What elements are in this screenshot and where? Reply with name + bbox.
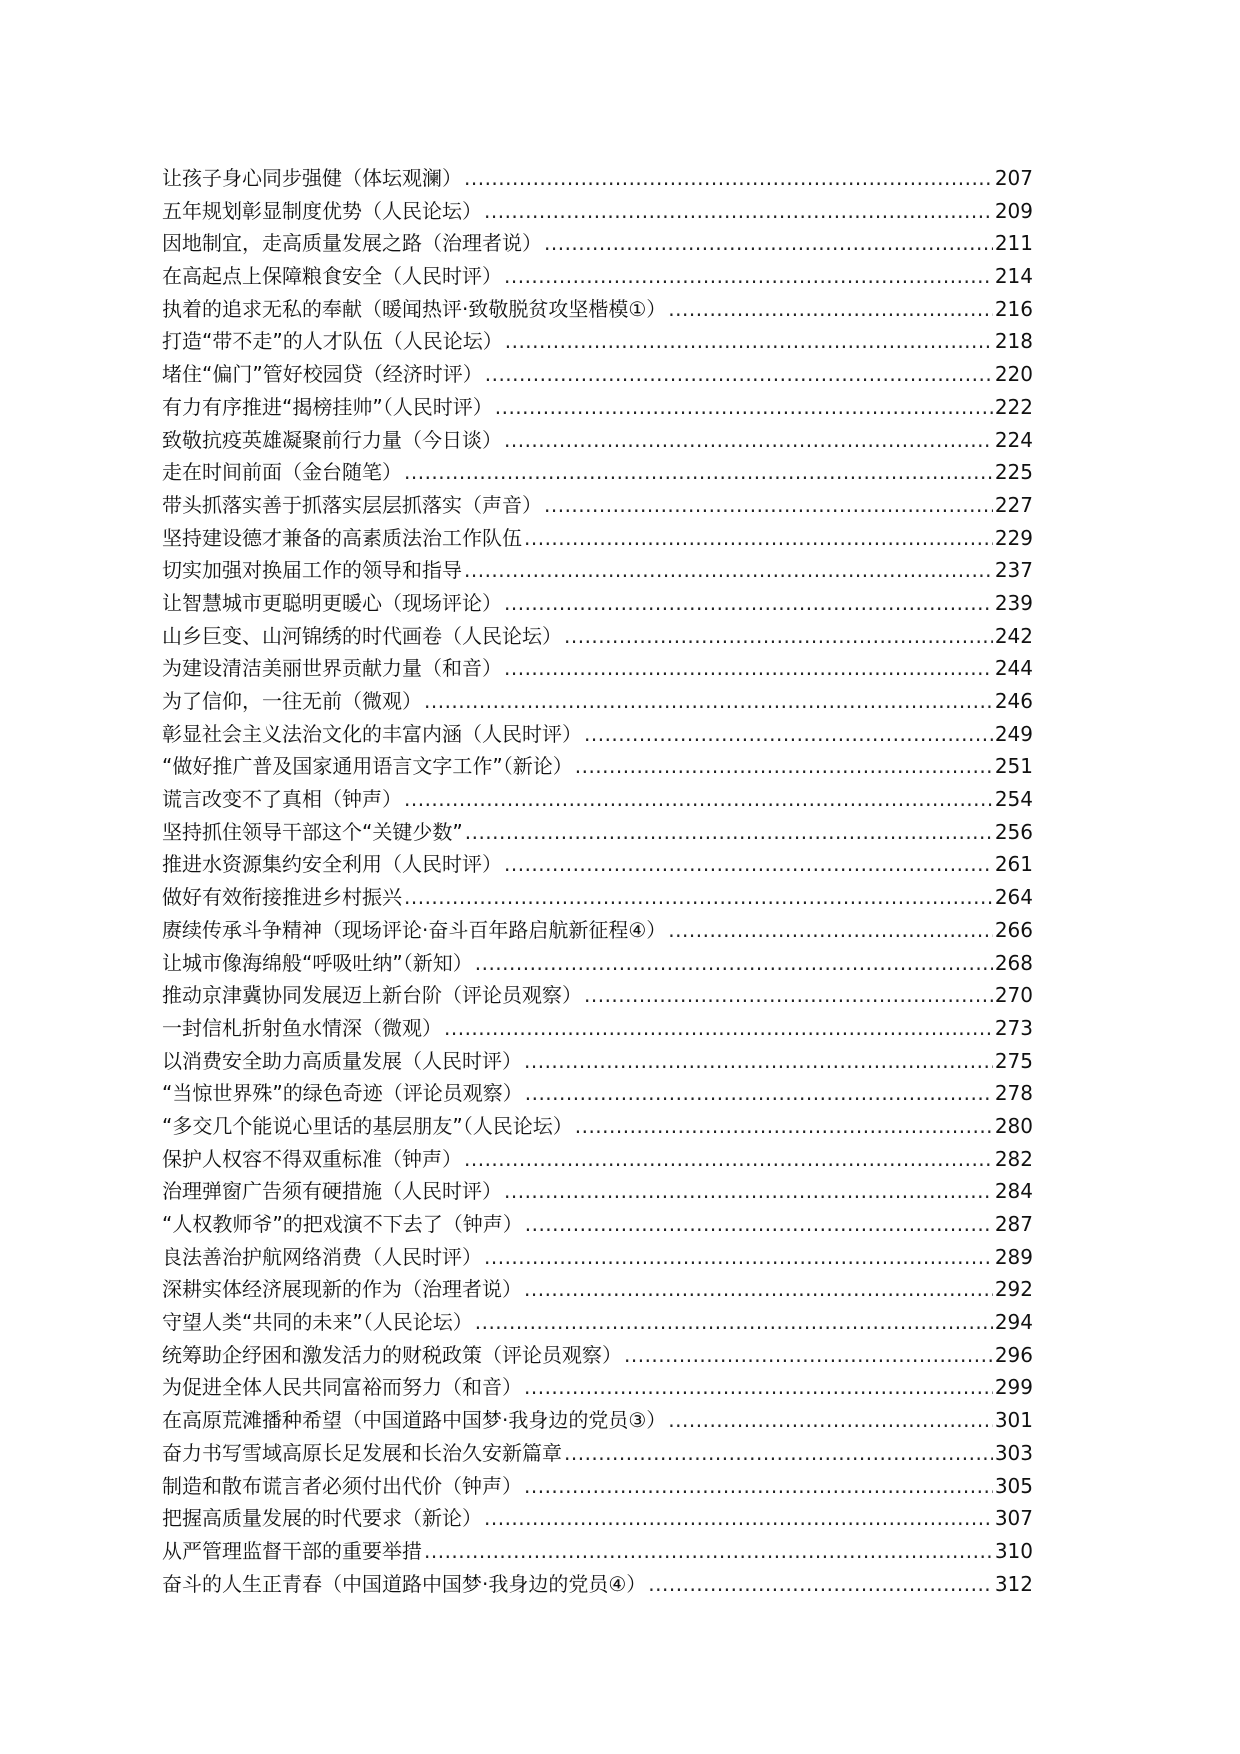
toc-entry-title: 推动京津冀协同发展迈上新台阶（评论员观察） xyxy=(162,983,582,1008)
toc-entry[interactable] xyxy=(162,848,1033,881)
toc-entry-title: 切实加强对换届工作的领导和指导 xyxy=(162,558,462,583)
dot-leader xyxy=(495,391,993,424)
toc-entry-page: 261 xyxy=(994,852,1033,877)
toc-entry-page: 211 xyxy=(994,231,1033,256)
dot-leader xyxy=(668,293,993,326)
toc-entry-title: 一封信札折射鱼水情深（微观） xyxy=(162,1015,442,1040)
toc-entry-page: 251 xyxy=(994,754,1033,779)
toc-entry-page: 237 xyxy=(994,558,1033,583)
toc-entry[interactable] xyxy=(162,195,1033,228)
dot-leader xyxy=(444,1012,993,1045)
dot-leader xyxy=(475,947,993,980)
toc-entry-title: 带头抓落实善于抓落实层层抓落实（声音） xyxy=(162,492,542,517)
toc-entry-title: 打造“带不走”的人才队伍（人民论坛） xyxy=(162,329,503,354)
toc-entry-title: 从严管理监督干部的重要举措 xyxy=(162,1538,422,1563)
toc-entry-page: 301 xyxy=(994,1408,1033,1433)
toc-entry[interactable] xyxy=(162,1437,1033,1470)
toc-entry-title: 守望人类“共同的未来”（人民论坛） xyxy=(162,1310,473,1335)
toc-entry-page: 216 xyxy=(994,296,1033,321)
dot-leader xyxy=(484,1241,993,1274)
toc-entry-title: 让城市像海绵般“呼吸吐纳”（新知） xyxy=(162,950,473,975)
dot-leader xyxy=(475,1306,993,1339)
toc-entry[interactable] xyxy=(162,260,1033,293)
dot-leader xyxy=(504,848,993,881)
dot-leader xyxy=(465,816,993,849)
dot-leader xyxy=(524,522,993,555)
toc-entry[interactable] xyxy=(162,685,1033,718)
toc-entry-page: 244 xyxy=(994,656,1033,681)
toc-entry[interactable] xyxy=(162,1470,1033,1503)
dot-leader xyxy=(504,260,993,293)
dot-leader xyxy=(544,227,993,260)
toc-entry-title: 因地制宜，走高质量发展之路（治理者说） xyxy=(162,231,542,256)
toc-entry[interactable] xyxy=(162,816,1033,849)
toc-entry-title: 赓续传承斗争精神（现场评论·奋斗百年路启航新征程④） xyxy=(162,917,667,942)
dot-leader xyxy=(544,489,993,522)
toc-entry-title: 致敬抗疫英雄凝聚前行力量（今日谈） xyxy=(162,427,502,452)
dot-leader xyxy=(668,1404,993,1437)
toc-entry-page: 225 xyxy=(994,460,1033,485)
toc-entry-page: 299 xyxy=(994,1375,1033,1400)
toc-entry-title: 有力有序推进“揭榜挂帅”（人民时评） xyxy=(162,394,493,419)
dot-leader xyxy=(524,1371,993,1404)
toc-entry[interactable] xyxy=(162,391,1033,424)
dot-leader xyxy=(504,424,993,457)
toc-entry-title: 做好有效衔接推进乡村振兴 xyxy=(162,885,402,910)
toc-entry[interactable] xyxy=(162,456,1033,489)
toc-entry-page: 270 xyxy=(994,983,1033,1008)
toc-entry-page: 275 xyxy=(994,1048,1033,1073)
toc-entry[interactable] xyxy=(162,914,1033,947)
toc-entry[interactable] xyxy=(162,1012,1033,1045)
toc-entry-title: 彰显社会主义法治文化的丰富内涵（人民时评） xyxy=(162,721,582,746)
dot-leader xyxy=(564,620,993,653)
toc-entry[interactable] xyxy=(162,162,1033,195)
toc-entry-title: 治理弹窗广告须有硬措施（人民时评） xyxy=(162,1179,502,1204)
toc-entry-title: 走在时间前面（金台随笔） xyxy=(162,460,402,485)
toc-entry-page: 222 xyxy=(994,394,1033,419)
toc-entry[interactable] xyxy=(162,1175,1033,1208)
table-of-contents xyxy=(162,162,1033,1600)
toc-entry-page: 264 xyxy=(994,885,1033,910)
toc-entry-page: 249 xyxy=(994,721,1033,746)
dot-leader xyxy=(464,554,993,587)
toc-entry[interactable] xyxy=(162,227,1033,260)
toc-entry-title: “做好推广普及国家通用语言文字工作”（新论） xyxy=(162,754,573,779)
toc-entry-title: 坚持建设德才兼备的高素质法治工作队伍 xyxy=(162,525,522,550)
dot-leader xyxy=(505,325,993,358)
toc-entry[interactable] xyxy=(162,587,1033,620)
dot-leader xyxy=(525,1077,993,1110)
toc-entry-title: 为促进全体人民共同富裕而努力（和音） xyxy=(162,1375,522,1400)
toc-entry[interactable] xyxy=(162,783,1033,816)
toc-entry-title: 执着的追求无私的奉献（暖闻热评·致敬脱贫攻坚楷模①） xyxy=(162,296,667,321)
toc-entry-page: 278 xyxy=(994,1081,1033,1106)
dot-leader xyxy=(564,1437,993,1470)
toc-entry-page: 303 xyxy=(994,1440,1033,1465)
toc-entry-title: 良法善治护航网络消费（人民时评） xyxy=(162,1244,482,1269)
toc-entry-title: “当惊世界殊”的绿色奇迹（评论员观察） xyxy=(162,1081,523,1106)
toc-entry-title: 以消费安全助力高质量发展（人民时评） xyxy=(162,1048,522,1073)
toc-entry[interactable] xyxy=(162,1535,1033,1568)
toc-entry-page: 273 xyxy=(994,1015,1033,1040)
dot-leader xyxy=(464,162,993,195)
toc-entry[interactable] xyxy=(162,489,1033,522)
toc-entry[interactable] xyxy=(162,522,1033,555)
toc-entry-page: 220 xyxy=(994,362,1033,387)
dot-leader xyxy=(484,1502,993,1535)
toc-entry-title: 谎言改变不了真相（钟声） xyxy=(162,787,402,812)
dot-leader xyxy=(668,914,993,947)
toc-entry[interactable] xyxy=(162,1077,1033,1110)
dot-leader xyxy=(504,587,993,620)
toc-entry-title: 为建设清洁美丽世界贡献力量（和音） xyxy=(162,656,502,681)
toc-entry[interactable] xyxy=(162,652,1033,685)
toc-entry[interactable] xyxy=(162,1273,1033,1306)
dot-leader xyxy=(584,718,993,751)
toc-entry-page: 292 xyxy=(994,1277,1033,1302)
toc-entry-title: 深耕实体经济展现新的作为（治理者说） xyxy=(162,1277,522,1302)
dot-leader xyxy=(504,652,993,685)
toc-entry[interactable] xyxy=(162,1339,1033,1372)
toc-entry[interactable] xyxy=(162,718,1033,751)
toc-entry-page: 227 xyxy=(994,492,1033,517)
toc-entry-page: 294 xyxy=(994,1310,1033,1335)
toc-entry-page: 218 xyxy=(994,329,1033,354)
toc-entry-title: “多交几个能说心里话的基层朋友”（人民论坛） xyxy=(162,1113,573,1138)
toc-entry-page: 239 xyxy=(994,590,1033,615)
dot-leader xyxy=(404,783,993,816)
toc-entry-page: 268 xyxy=(994,950,1033,975)
toc-entry[interactable] xyxy=(162,1045,1033,1078)
toc-entry-title: 保护人权容不得双重标准（钟声） xyxy=(162,1146,462,1171)
toc-entry-page: 305 xyxy=(994,1473,1033,1498)
toc-entry-title: “人权教师爷”的把戏演不下去了（钟声） xyxy=(162,1212,523,1236)
toc-entry[interactable] xyxy=(162,1208,1033,1241)
toc-entry-page: 214 xyxy=(994,264,1033,289)
toc-entry[interactable] xyxy=(162,947,1033,980)
dot-leader xyxy=(624,1339,993,1372)
toc-entry-page: 254 xyxy=(994,787,1033,812)
toc-entry-page: 207 xyxy=(994,166,1033,190)
toc-entry-page: 312 xyxy=(994,1571,1033,1596)
toc-entry-title: 让智慧城市更聪明更暖心（现场评论） xyxy=(162,590,502,615)
toc-entry-page: 229 xyxy=(994,525,1033,550)
toc-entry-page: 296 xyxy=(994,1342,1033,1367)
dot-leader xyxy=(524,1045,993,1078)
dot-leader xyxy=(504,1175,993,1208)
toc-entry-title: 在高原荒滩播种希望（中国道路中国梦·我身边的党员③） xyxy=(162,1408,667,1433)
toc-entry[interactable] xyxy=(162,325,1033,358)
toc-entry-page: 256 xyxy=(994,819,1033,844)
dot-leader xyxy=(484,195,993,228)
toc-entry[interactable] xyxy=(162,979,1033,1012)
toc-entry[interactable] xyxy=(162,293,1033,326)
toc-entry-title: 堵住“偏门”管好校园贷（经济时评） xyxy=(162,362,483,387)
dot-leader xyxy=(464,1143,993,1176)
toc-entry-page: 266 xyxy=(994,917,1033,942)
toc-entry-page: 224 xyxy=(994,427,1033,452)
toc-entry-title: 把握高质量发展的时代要求（新论） xyxy=(162,1506,482,1531)
dot-leader xyxy=(524,1470,993,1503)
toc-entry-title: 统筹助企纾困和激发活力的财税政策（评论员观察） xyxy=(162,1342,622,1367)
toc-entry-page: 307 xyxy=(994,1506,1033,1531)
dot-leader xyxy=(575,1110,993,1143)
toc-entry-title: 山乡巨变、山河锦绣的时代画卷（人民论坛） xyxy=(162,623,562,648)
dot-leader xyxy=(424,1535,993,1568)
toc-entry-title: 五年规划彰显制度优势（人民论坛） xyxy=(162,198,482,223)
dot-leader xyxy=(575,750,993,783)
toc-entry[interactable] xyxy=(162,554,1033,587)
toc-entry[interactable] xyxy=(162,1404,1033,1437)
dot-leader xyxy=(584,979,993,1012)
dot-leader xyxy=(485,358,993,391)
dot-leader xyxy=(404,456,993,489)
toc-entry[interactable] xyxy=(162,1371,1033,1404)
toc-entry[interactable] xyxy=(162,1143,1033,1176)
toc-entry-page: 289 xyxy=(994,1244,1033,1269)
dot-leader xyxy=(524,1273,993,1306)
toc-entry-page: 209 xyxy=(994,198,1033,223)
toc-entry[interactable] xyxy=(162,1110,1033,1143)
toc-entry[interactable] xyxy=(162,750,1033,783)
toc-entry-title: 让孩子身心同步强健（体坛观澜） xyxy=(162,166,462,190)
toc-entry-title: 奋斗的人生正青春（中国道路中国梦·我身边的党员④） xyxy=(162,1571,647,1596)
toc-entry-title: 为了信仰，一往无前（微观） xyxy=(162,689,422,713)
toc-entry[interactable] xyxy=(162,1306,1033,1339)
toc-entry-page: 310 xyxy=(994,1538,1033,1563)
toc-entry[interactable] xyxy=(162,620,1033,653)
toc-entry-page: 284 xyxy=(994,1179,1033,1204)
toc-entry[interactable] xyxy=(162,424,1033,457)
toc-entry[interactable] xyxy=(162,1502,1033,1535)
toc-entry[interactable] xyxy=(162,1241,1033,1274)
toc-entry-page: 282 xyxy=(994,1146,1033,1171)
toc-entry[interactable] xyxy=(162,358,1033,391)
toc-entry[interactable] xyxy=(162,1568,1033,1601)
dot-leader xyxy=(404,881,993,914)
toc-entry-title: 推进水资源集约安全利用（人民时评） xyxy=(162,852,502,877)
dot-leader xyxy=(424,685,993,718)
toc-entry-title: 坚持抓住领导干部这个“关键少数” xyxy=(162,819,463,844)
toc-entry-page: 246 xyxy=(994,689,1033,713)
toc-entry-page: 242 xyxy=(994,623,1033,648)
toc-entry-title: 制造和散布谎言者必须付出代价（钟声） xyxy=(162,1473,522,1498)
dot-leader xyxy=(648,1568,993,1601)
toc-entry-title: 奋力书写雪域高原长足发展和长治久安新篇章 xyxy=(162,1440,562,1465)
toc-entry[interactable] xyxy=(162,881,1033,914)
toc-entry-title: 在高起点上保障粮食安全（人民时评） xyxy=(162,264,502,289)
toc-entry-page: 280 xyxy=(994,1113,1033,1138)
toc-entry-page: 287 xyxy=(994,1212,1033,1236)
dot-leader xyxy=(525,1208,993,1241)
